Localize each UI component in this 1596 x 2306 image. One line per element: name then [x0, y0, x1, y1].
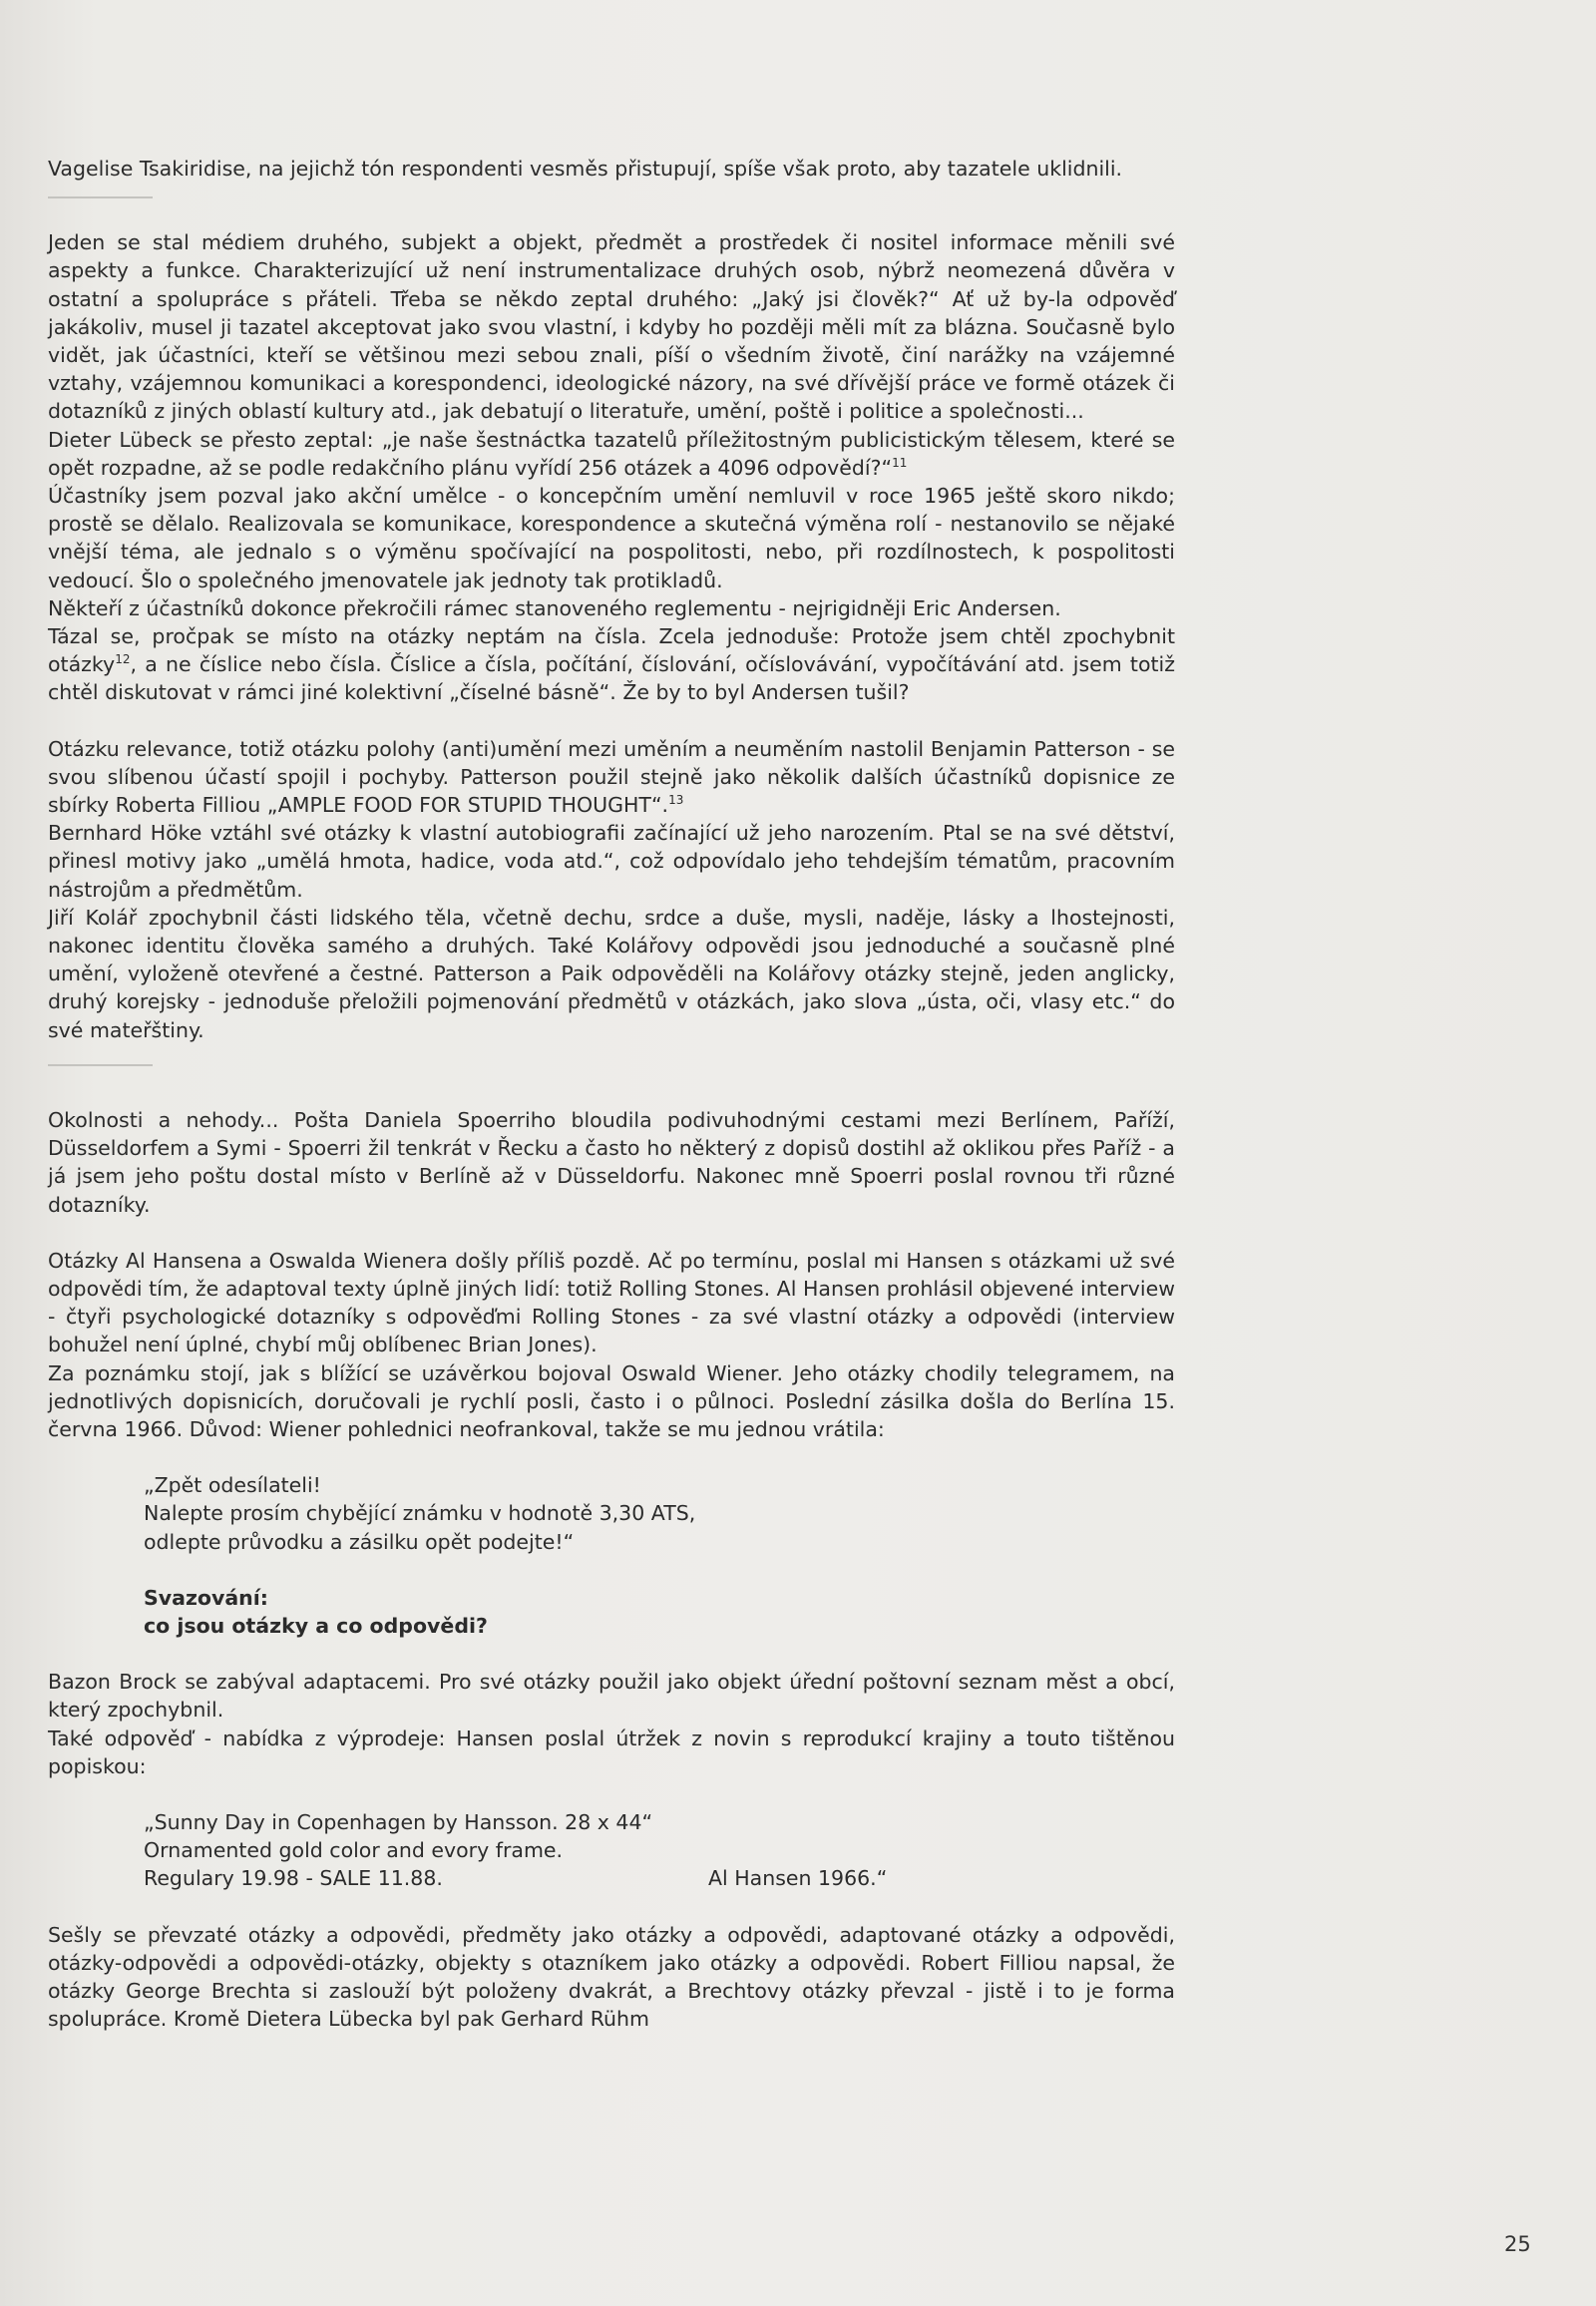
quote-price: Regulary 19.98 - SALE 11.88.: [144, 1866, 443, 1891]
paragraph: [48, 622, 1175, 707]
quote-line: odlepte průvodku a zásilku opět podejte!“: [144, 1529, 575, 1554]
subheading-line: Svazování:: [144, 1585, 268, 1610]
paragraph: Někteří z účastníků dokonce překročili rámec stanoveného reglementu - nejrigidněji Eric Andersen.: [48, 595, 1061, 620]
paragraph: [48, 426, 1175, 482]
paragraph: Sešly se převzaté otázky a odpovědi, předměty jako otázky a odpovědi, adaptované otázky a odpovědi, otázky-odpovědi a odpovědi-otázky, objekty s otazníkem jako otázky a odpovědi. Robert Filliou napsal, že otázky George Brechta si zaslouží být položeny dvakrát, a Brechtovy otázky převzal - jistě i to je forma spolupráce. Kromě Dietera Lübecka byl pak Gerhard Rühm: [48, 1922, 1175, 2032]
paragraph-text: Dieter Lübeck se přesto zeptal: „je naše šestnáctka tazatelů příležitostným publicistickým tělesem, které se opět rozpadne, až se podle redakčního plánu vyřídí 256 otázek a 4096 odpovědí?“: [48, 427, 1175, 480]
quote-line: [144, 1864, 1175, 1892]
paragraph: Okolnosti a nehody... Pošta Daniela Spoerriho bloudila podivuhodnými cestami mezi Berlínem, Paříží, Düsseldorfem a Symi - Spoerri žil tenkrát v Řecku a často ho některý z dopisů dostihl až oklikou přes Paříž - a já jsem jeho poštu dostal místo v Berlíně až v Düsseldorfu. Nakonec mně Spoerri poslal rovnou tři různé dotazníky.: [48, 1107, 1175, 1217]
subheading: [48, 1584, 1175, 1640]
footnote-marker: 12: [115, 652, 131, 667]
page-number: 25: [1504, 2232, 1531, 2256]
paragraph-text: , a ne číslice nebo čísla. Číslice a čísla, počítání, číslování, očíslovávání, vypočítávání atd. jsem totiž chtěl diskutovat v rámci jiné kolektivní „číselné básně“. Že by to byl Andersen tušil?: [48, 652, 1175, 705]
paragraph: Také odpověď - nabídka z výprodeje: Hansen poslal útržek z novin s reprodukcí krajiny a touto tištěnou popiskou:: [48, 1726, 1175, 1778]
paragraph-text: Otázku relevance, totiž otázku polohy (anti)umění mezi uměním a neuměním nastolil Benjamin Patterson - se svou slíbenou účastí spojil i pochyby. Patterson použil stejně jako několik dalších účastníků dopisnice ze sbírky Roberta Filliou „AMPLE FOOD FOR STUPID THOUGHT“.: [48, 736, 1175, 818]
quote-line: „Zpět odesílateli!: [144, 1473, 321, 1498]
quote-signature: Al Hansen 1966.“: [708, 1866, 888, 1891]
paragraph: Vagelise Tsakiridise, na jejichž tón respondenti vesměs přistupují, spíše však proto, aby tazatele uklidnili.: [48, 157, 1123, 181]
quote-line: Ornamented gold color and evory frame.: [144, 1838, 564, 1863]
quote-line: Nalepte prosím chybějící známku v hodnotě 3,30 ATS,: [144, 1501, 696, 1526]
paragraph: Za poznámku stojí, jak s blížící se uzávěrkou bojoval Oswald Wiener. Jeho otázky chodily telegramem, na jednotlivých dopisnicích, doručovali je rychlí posli, často i o půlnoci. Poslední zásilka došla do Berlína 15. června 1966. Důvod: Wiener pohlednici neofrankoval, takže se mu jednou vrátila:: [48, 1360, 1175, 1441]
paragraph: [48, 735, 1175, 820]
paragraph-text: Tázal se, pročpak se místo na otázky neptám na čísla. Zcela jednoduše: Protože jsem chtěl zpochybnit otázky: [48, 624, 1175, 677]
paragraph: Jiří Kolář zpochybnil části lidského těla, včetně dechu, srdce a duše, mysli, naděje, lásky a lhostejnosti, nakonec identitu člověka samého a druhých. Také Kolářovy odpovědi jsou jednoduché a současně plné umění, vyloženě otevřené a čestné. Patterson a Paik odpověděli na Kolářovy otázky stejně, jeden anglicky, druhý korejsky - jednoduše přeložili pojmenování předmětů v otázkách, jako slova „ústa, oči, vlasy etc.“ do své mateřštiny.: [48, 905, 1175, 1042]
section-divider: [48, 196, 153, 198]
paragraph: Bazon Brock se zabýval adaptacemi. Pro své otázky použil jako objekt úřední poštovní seznam měst a obcí, který zpochybnil.: [48, 1670, 1175, 1723]
paragraph: Bernhard Höke vztáhl své otázky k vlastní autobiografii začínající už jeho narozením. Ptal se na své dětství, přinesl motivy jako „umělá hmota, hadice, voda atd.“, což odpovídalo jeho tehdejším tématům, pracovním nástrojům a předmětům.: [48, 821, 1175, 902]
section-divider: [48, 1064, 153, 1066]
block-quote: [48, 1471, 1175, 1556]
paragraph: Jeden se stal médiem druhého, subjekt a objekt, předmět a prostředek či nositel informace měnili své aspekty a funkce. Charakterizující už není instrumentalizace druhých osob, nýbrž neomezená důvěra v ostatní a spolupráce s přáteli. Třeba se někdo zeptal druhého: „Jaký jsi člověk?“ Ať už by-la odpověď jakákoliv, musel ji tazatel akceptovat jako svou vlastní, i kdyby ho později měli mít za blázna. Současně bylo vidět, jak účastníci, kteří se většinou mezi sebou znali, píší o všedním životě, činí narážky na vzájemné vztahy, vzájemnou komunikaci a korespondenci, ideologické názory, na své dřívější práce ve formě otázek či dotazníků z jiných oblastí kultury atd., jak debatují o literatuře, umění, poště i politice a společnosti...: [48, 230, 1175, 424]
paragraph: Účastníky jsem pozval jako akční umělce - o koncepčním umění nemluvil v roce 1965 ještě skoro nikdo; prostě se dělalo. Realizovala se komunikace, korespondence a skutečná výměna rolí - nestanovilo se nějaké vnější téma, ale jednalo s o výměnu spočívající na pospolitosti, nebo, při rozdílnostech, k pospolitosti vedoucí. Šlo o společného jmenovatele jak jednoty tak protikladů.: [48, 484, 1175, 592]
quote-line: „Sunny Day in Copenhagen by Hansson. 28 x 44“: [144, 1809, 653, 1834]
footnote-marker: 11: [892, 456, 908, 470]
block-quote: [48, 1808, 1175, 1893]
subheading-line: co jsou otázky a co odpovědi?: [144, 1613, 488, 1638]
footnote-marker: 13: [668, 793, 684, 808]
paragraph: Otázky Al Hansena a Oswalda Wienera došly příliš pozdě. Ač po termínu, poslal mi Hansen s otázkami už své odpovědi tím, že adaptoval texty úplně jiných lidí: totiž Rolling Stones. Al Hansen prohlásil objevené interview - čtyři psychologické dotazníky s odpověďmi Rolling Stones - za své vlastní otázky a odpovědi (interview bohužel není úplné, chybí můj oblíbenec Brian Jones).: [48, 1248, 1175, 1357]
text-column: [48, 155, 1175, 2033]
